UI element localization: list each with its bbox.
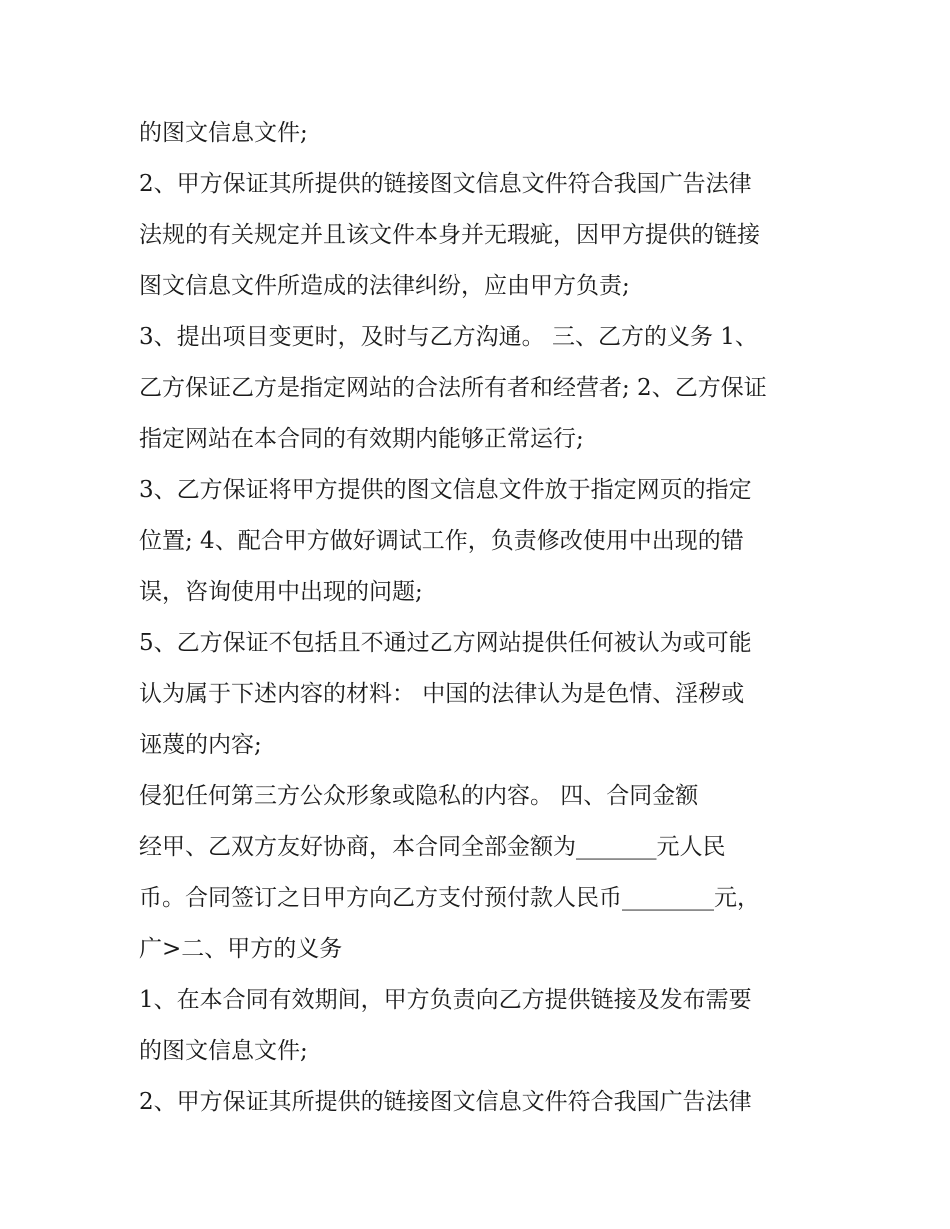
text-line: 1、在本合同有效期间，甲方负责向乙方提供链接及发布需要 bbox=[139, 987, 752, 1013]
text-line: 5、乙方保证不包括且不通过乙方网站提供任何被认为或可能 bbox=[139, 630, 752, 656]
text-line: 乙方保证乙方是指定网站的合法所有者和经营者; 2、乙方保证 bbox=[139, 375, 767, 401]
text-line: 的图文信息文件; bbox=[139, 1038, 308, 1064]
text-line: 图文信息文件所造成的法律纠纷，应由甲方负责; bbox=[139, 273, 630, 299]
text-line: 诬蔑的内容; bbox=[139, 732, 262, 758]
text-line: 位置; 4、配合甲方做好调试工作，负责修改使用中出现的错 bbox=[139, 528, 744, 554]
text-line: 2、甲方保证其所提供的链接图文信息文件符合我国广告法律 bbox=[139, 171, 752, 197]
text-line: 侵犯任何第三方公众形象或隐私的内容。 四、合同金额 bbox=[139, 783, 699, 809]
text-line: 误，咨询使用中出现的问题; bbox=[139, 579, 423, 605]
document-body bbox=[139, 108, 819, 1128]
text-line: 广>二、甲方的义务 bbox=[139, 936, 343, 962]
text-line: 2、甲方保证其所提供的链接图文信息文件符合我国广告法律 bbox=[139, 1089, 752, 1115]
text-line: 经甲、乙双方友好协商，本合同全部金额为_______元人民 bbox=[139, 834, 726, 860]
text-line: 指定网站在本合同的有效期内能够正常运行; bbox=[139, 426, 584, 452]
text-line: 法规的有关规定并且该文件本身并无瑕疵，因甲方提供的链接 bbox=[139, 222, 760, 248]
text-line: 认为属于下述内容的材料： 中国的法律认为是色情、淫秽或 bbox=[139, 681, 745, 707]
text-line: 3、提出项目变更时，及时与乙方沟通。 三、乙方的义务 1、 bbox=[139, 324, 758, 350]
text-line: 币。合同签订之日甲方向乙方支付预付款人民币________元， bbox=[139, 885, 760, 911]
text-line: 3、乙方保证将甲方提供的图文信息文件放于指定网页的指定 bbox=[139, 477, 752, 503]
text-line: 的图文信息文件; bbox=[139, 120, 308, 146]
